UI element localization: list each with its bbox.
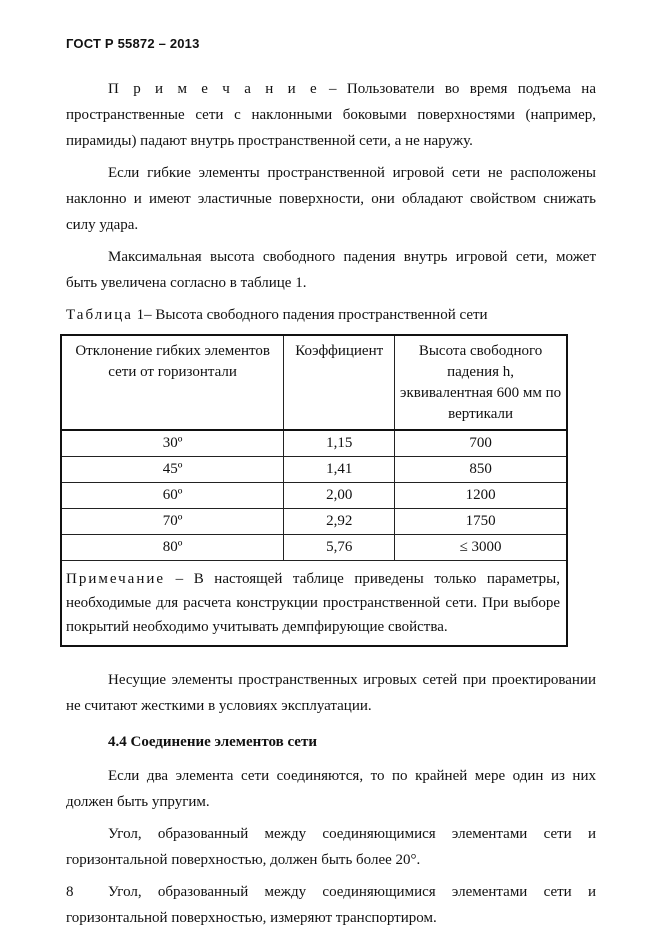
note-label: П р и м е ч а н и е [108,81,319,97]
table-caption-text: 1– Высота свободного падения пространственной сети [132,307,488,323]
table-cell: 1200 [395,483,566,509]
table-cell: 1,41 [284,457,395,483]
table-note-text: – В настоящей таблице приведены только параметры, необходимые для расчета конструкции пространственной сети. При выборе покрытий необходимо учитывать демпфирующие свойства. [66,571,560,635]
document-code-header: ГОСТ Р 55872 – 2013 [66,36,200,51]
table-header-row [62,336,566,430]
table-cell: 850 [395,457,566,483]
paragraph-flexible-elements: Если гибкие элементы пространственной игровой сети не расположены наклонно и имеют эластичные поверхности, они обладают свойством снижать силу удара. [66,165,596,233]
paragraph-angle-requirement: Угол, образованный между соединяющимися элементами сети и горизонтальной поверхностью, должен быть более 20°. [66,826,596,868]
note-paragraph [66,76,596,154]
table-caption-label: Таблица [66,307,133,323]
section-heading: 4.4 Соединение элементов сети [108,734,317,750]
table-1 [60,334,568,647]
table-header-deviation: Отклонение гибких элементов сети от горизонтали [62,336,284,430]
table-header-height-text: Высота свободного падения h, эквивалентная 600 мм по вертикали [400,343,562,422]
page-number: 8 [66,884,74,900]
table-cell: 30º [62,430,284,457]
table-cell: 70º [62,509,284,535]
table-cell: 2,00 [284,483,395,509]
table-row [62,457,566,483]
table-header-coefficient: Коэффициент [284,336,395,430]
table-note-label: Примечание [66,571,166,587]
note-text: – Пользователи во время подъема на пространственные сети с наклонными боковыми поверхностями (например, пирамиды) падают внутрь пространственной сети, а не наружу. [66,81,596,149]
table-cell: ≤ 3000 [395,535,566,561]
paragraph-angle-measure: Угол, образованный между соединяющимися элементами сети и горизонтальной поверхностью, измеряют транспортиром. [66,884,596,926]
table-cell: 5,76 [284,535,395,561]
table-cell: 700 [395,430,566,457]
table-cell: 60º [62,483,284,509]
table-row [62,509,566,535]
table-cell: 1750 [395,509,566,535]
table-cell: 2,92 [284,509,395,535]
table-row [62,535,566,561]
table-row [62,430,566,457]
table-note [62,561,566,646]
table-caption [66,302,596,328]
table-cell: 1,15 [284,430,395,457]
paragraph-load-bearing: Несущие элементы пространственных игровых сетей при проектировании не считают жесткими в условиях эксплуатации. [66,672,596,714]
table-row [62,483,566,509]
table-cell: 80º [62,535,284,561]
table-cell: 45º [62,457,284,483]
table-header-height [395,336,566,430]
paragraph-connection: Если два элемента сети соединяются, то по крайней мере один из них должен быть упругим. [66,768,596,810]
paragraph-max-height: Максимальная высота свободного падения внутрь игровой сети, может быть увеличена согласно в таблице 1. [66,249,596,291]
page-content [66,76,596,937]
table-note-row [62,561,566,646]
